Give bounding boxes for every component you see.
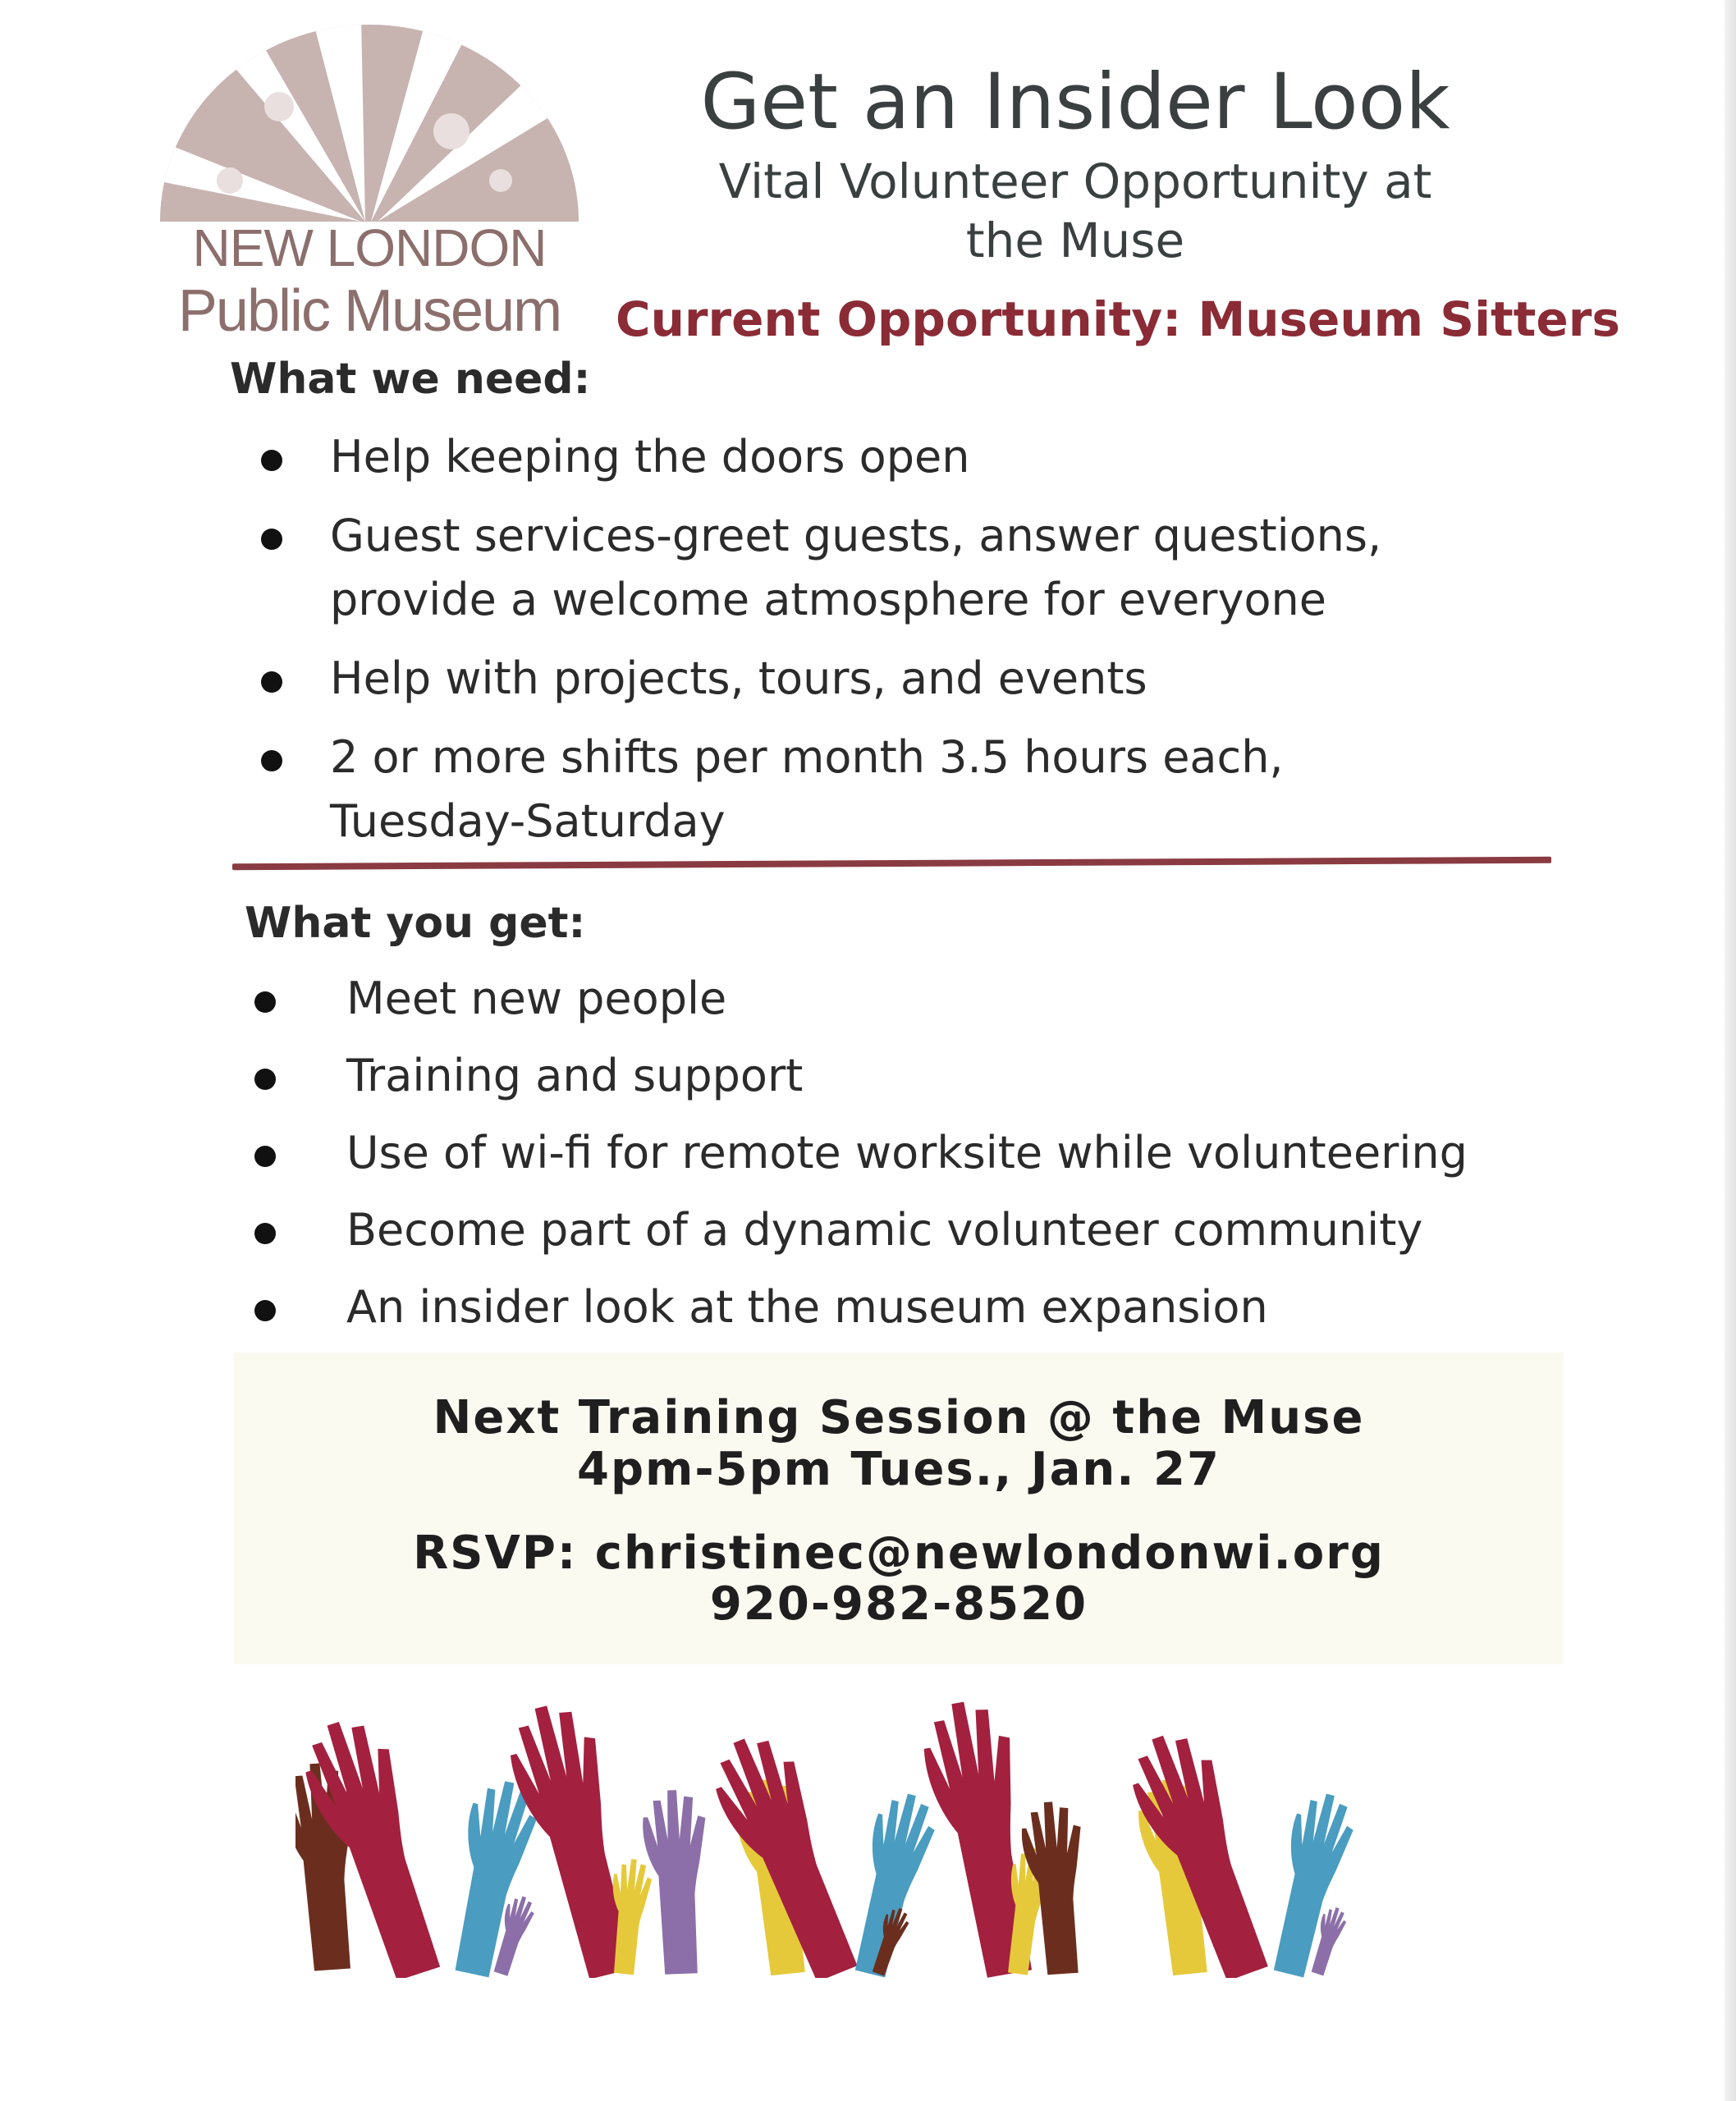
subtitle-line-2: the Muse xyxy=(965,213,1185,268)
raised-hands-illustration xyxy=(295,1666,1461,1978)
blue-hand-icon xyxy=(1258,1787,1360,1978)
needs-heading: What we need: xyxy=(230,355,591,404)
training-session-title: Next Training Session @ the Muse xyxy=(433,1391,1365,1444)
hand-group-3 xyxy=(702,1724,942,1978)
list-item-text: Help with projects, tours, and events xyxy=(330,652,1147,704)
bullet-icon xyxy=(261,671,282,693)
list-item-text: Use of wi-fi for remote worksite while volunteering xyxy=(346,1127,1468,1179)
list-item xyxy=(346,1275,1578,1339)
page-subtitle xyxy=(624,152,1527,270)
gets-list xyxy=(346,967,1578,1353)
list-item-text: Training and support xyxy=(346,1050,804,1101)
list-item xyxy=(346,1198,1578,1262)
bullet-icon xyxy=(254,1069,276,1090)
training-session-time: 4pm-5pm Tues., Jan. 27 xyxy=(576,1443,1221,1496)
list-item-text: Help keeping the doors open xyxy=(330,431,970,483)
sunburst-logo-icon xyxy=(156,16,583,230)
hand-group-1 xyxy=(295,1710,543,1978)
list-item-text: An insider look at the museum expansion xyxy=(346,1281,1268,1333)
page-edge xyxy=(1725,0,1736,2101)
needs-list xyxy=(330,425,1561,868)
list-item xyxy=(330,425,1561,489)
bullet-icon xyxy=(254,1146,276,1167)
list-item-text: Become part of a dynamic volunteer community xyxy=(346,1204,1423,1256)
current-opportunity: Current Opportunity: Museum Sitters xyxy=(616,291,1620,347)
logo-line-1: NEW LONDON xyxy=(192,218,547,277)
purple-hand-icon xyxy=(642,1789,711,1975)
rsvp-email: RSVP: christinec@newlondonwi.org xyxy=(413,1527,1385,1580)
list-item xyxy=(346,967,1578,1031)
list-item-text-continued: provide a welcome atmosphere for everyone xyxy=(330,574,1326,625)
list-item xyxy=(330,647,1561,711)
page-title: Get an Insider Look xyxy=(700,57,1450,147)
list-item xyxy=(346,1044,1578,1108)
hand-group-4 xyxy=(916,1695,1091,1978)
list-item-text-continued: Tuesday-Saturday xyxy=(330,795,726,847)
list-item xyxy=(330,504,1561,632)
list-item xyxy=(330,726,1561,854)
rsvp-phone: 920-982-8520 xyxy=(709,1577,1088,1631)
museum-logo xyxy=(156,16,583,344)
bullet-icon xyxy=(261,450,282,471)
list-item-text: Guest services-greet guests, answer questions, xyxy=(330,510,1382,561)
bullet-icon xyxy=(254,1223,276,1244)
gets-heading: What you get: xyxy=(245,899,586,948)
subtitle-line-1: Vital Volunteer Opportunity at xyxy=(718,153,1432,209)
hand-group-2 xyxy=(500,1696,711,1978)
list-item-text: Meet new people xyxy=(346,973,727,1024)
logo-line-2: Public Museum xyxy=(177,278,561,344)
list-item-text: 2 or more shifts per month 3.5 hours each, xyxy=(330,731,1284,783)
bullet-icon xyxy=(254,1300,276,1321)
hand-group-5 xyxy=(1120,1723,1360,1978)
list-item xyxy=(346,1121,1578,1185)
bullet-icon xyxy=(254,991,276,1013)
bullet-icon xyxy=(261,750,282,771)
bullet-icon xyxy=(261,529,282,550)
